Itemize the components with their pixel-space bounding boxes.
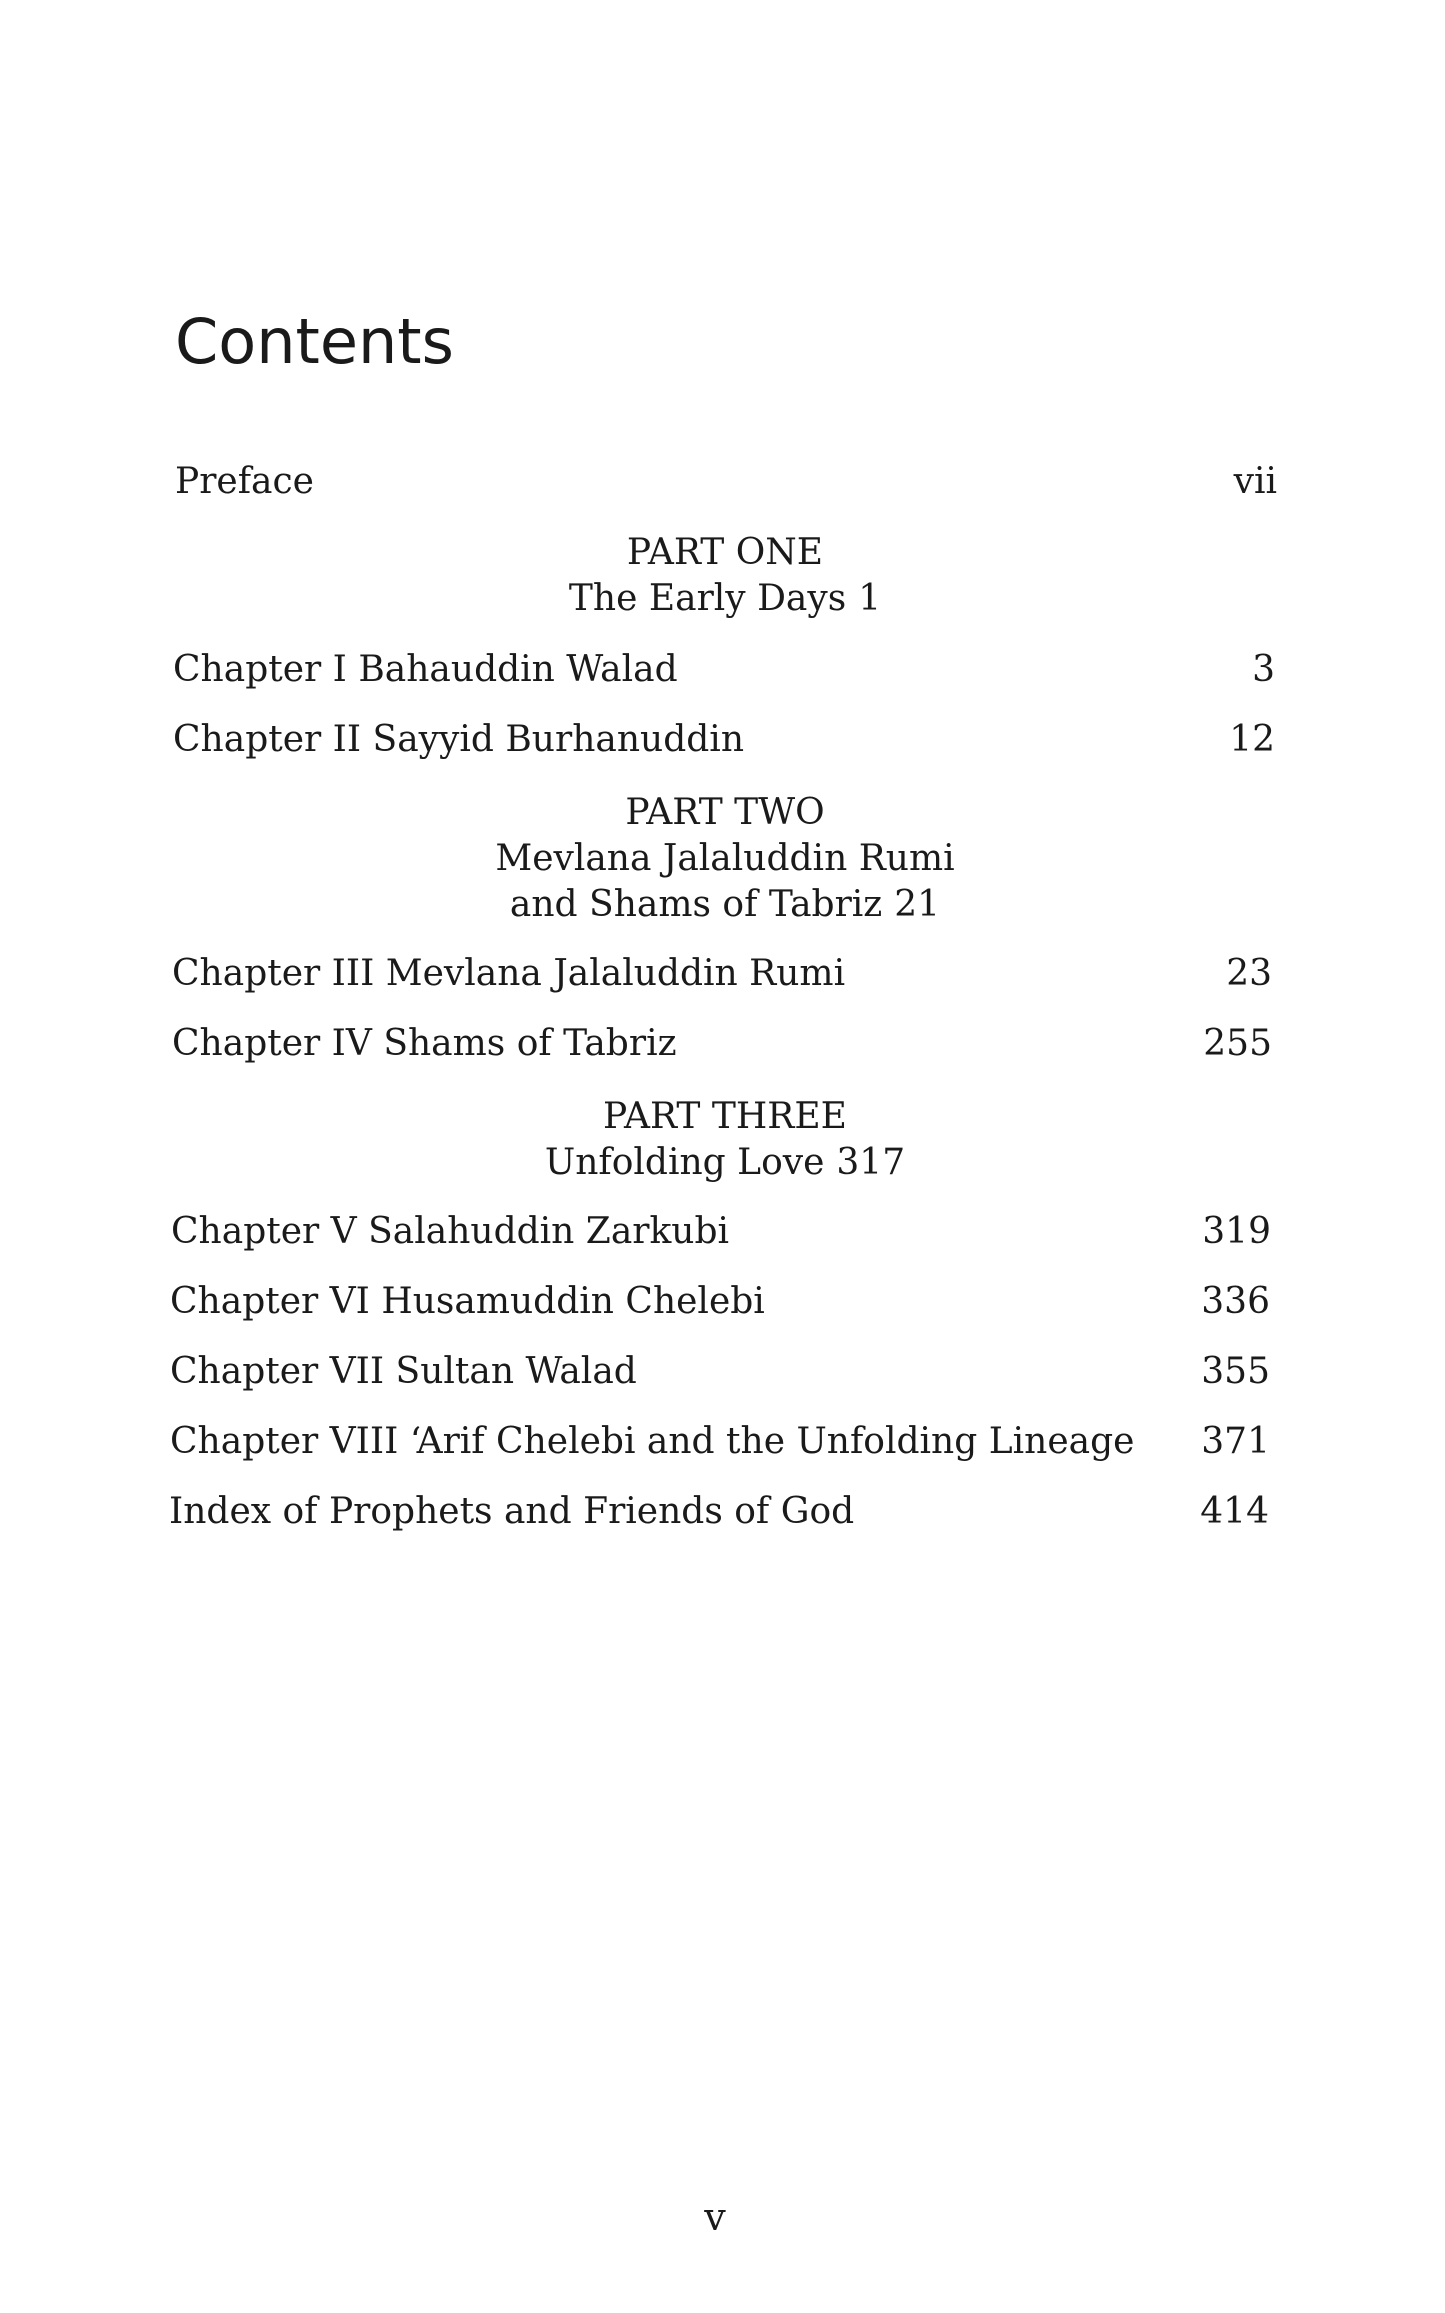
toc-entry-label: Chapter II Sayyid Burhanuddin: [173, 719, 745, 760]
part-two-heading-block: [450, 790, 1000, 928]
toc-entry-page: 371: [1201, 1421, 1270, 1462]
toc-entry-label: Index of Prophets and Friends of God: [169, 1491, 855, 1532]
page-title: Contents: [175, 305, 454, 378]
part-title-line: Unfolding Love 317: [544, 1142, 906, 1183]
toc-entry-label: Chapter IV Shams of Tabriz: [172, 1023, 677, 1064]
toc-entry-page: 319: [1202, 1211, 1271, 1252]
toc-entry-label: Preface: [175, 461, 314, 502]
toc-entry-page: 414: [1200, 1491, 1269, 1532]
toc-entry-label: Chapter V Salahuddin Zarkubi: [171, 1211, 730, 1252]
toc-entry-label: Chapter VIII ‘Arif Chelebi and the Unfolding Lineage: [170, 1421, 1135, 1462]
toc-entry-page: 336: [1201, 1281, 1270, 1322]
toc-entry-label: Chapter VII Sultan Walad: [170, 1351, 637, 1392]
part-title-line: and Shams of Tabriz 21: [509, 884, 941, 925]
toc-entry-label: Chapter III Mevlana Jalaluddin Rumi: [172, 953, 846, 994]
part-title-line: Mevlana Jalaluddin Rumi: [495, 838, 955, 879]
toc-entry-label: Chapter I Bahauddin Walad: [173, 649, 678, 690]
toc-entry-page: 3: [1252, 649, 1275, 690]
toc-entry-page: 355: [1201, 1351, 1270, 1392]
toc-entry-page: vii: [1233, 461, 1277, 502]
part-three-heading-block: [480, 1094, 970, 1186]
toc-entry-label: Chapter VI Husamuddin Chelebi: [170, 1281, 765, 1322]
toc-entry-page: 12: [1229, 719, 1275, 760]
part-heading: PART TWO: [625, 792, 825, 833]
part-heading: PART THREE: [603, 1096, 847, 1137]
toc-entry-page: 255: [1203, 1023, 1272, 1064]
part-one-heading-block: [500, 530, 950, 622]
part-page: 317: [836, 1142, 906, 1183]
part-heading: PART ONE: [626, 532, 824, 573]
page-number: v: [704, 2195, 726, 2239]
part-page: 21: [894, 884, 941, 925]
toc-entry-page: 23: [1226, 953, 1272, 994]
part-title-line: The Early Days 1: [568, 578, 882, 619]
part-page: 1: [858, 578, 882, 619]
